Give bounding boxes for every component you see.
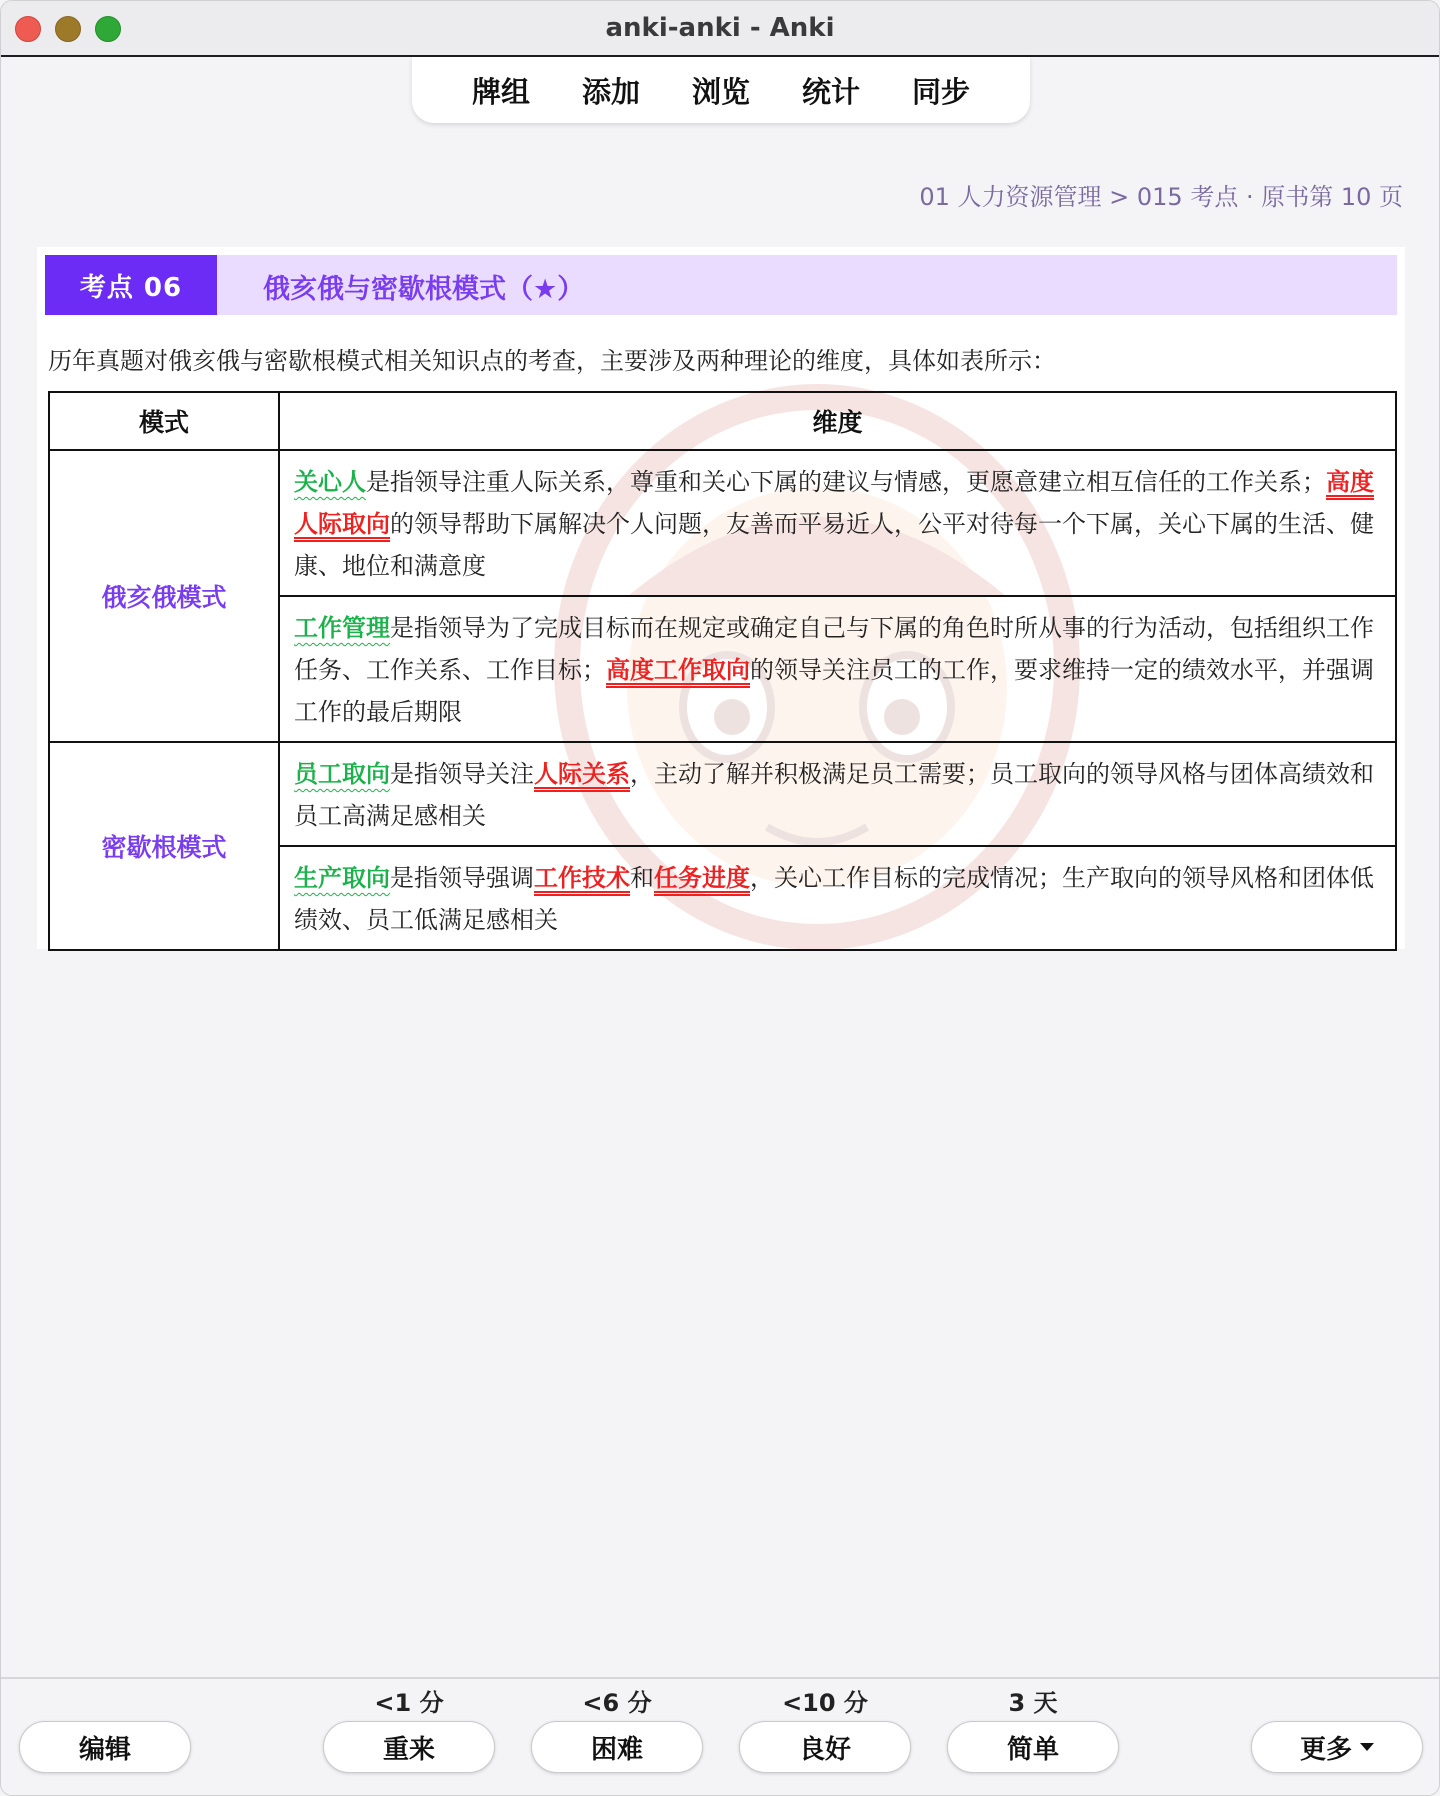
desc-text: 的领导帮助下属解决个人问题，友善而平易近人，公平对待每一个下属，关心下属的生活、健康、地位和满意度: [294, 510, 1374, 580]
good-button[interactable]: 良好: [739, 1721, 911, 1773]
mode-ohio: 俄亥俄模式: [49, 450, 279, 742]
table-cell: [279, 596, 1396, 742]
table-cell: [279, 450, 1396, 596]
desc-text: 和: [630, 864, 654, 892]
intro-text: 历年真题对俄亥俄与密歇根模式相关知识点的考查，主要涉及两种理论的维度，具体如表所示：: [48, 347, 1056, 375]
table-row: [49, 742, 1396, 846]
term-green: 生产取向: [294, 864, 390, 892]
title-bar: [1, 1, 1439, 57]
header-dimension: 维度: [279, 392, 1396, 450]
chevron-down-icon: [1360, 1743, 1374, 1751]
nav-browse[interactable]: 浏览: [691, 74, 750, 109]
more-label: 更多: [1299, 1734, 1352, 1765]
top-nav: [412, 57, 1030, 123]
hard-interval: <6 分: [582, 1689, 652, 1717]
more-button[interactable]: [1251, 1721, 1423, 1773]
good-interval: <10 分: [782, 1689, 868, 1717]
desc-text: 是指领导为了完成目标而在规定或确定自己与下属的角色时所从事的行为活动，包括组织工作任务、工作关系、工作目标；: [294, 614, 1374, 684]
easy-interval: 3 天: [1008, 1689, 1058, 1717]
desc-text: ，主动了解并积极满足员工需要；员工取向的领导风格与团体高绩效和员工高满足感相关: [294, 760, 1374, 830]
breadcrumb: 01 人力资源管理 > 015 考点 · 原书第 10 页: [919, 183, 1403, 211]
nav-add[interactable]: 添加: [581, 74, 640, 109]
term-green: 关心人: [294, 468, 366, 496]
hard-button[interactable]: 困难: [531, 1721, 703, 1773]
table-header-row: [49, 392, 1396, 450]
again-interval: <1 分: [374, 1689, 444, 1717]
desc-text: 是指领导关注: [390, 760, 534, 788]
desc-text: 是指领导强调: [390, 864, 534, 892]
card-content: [37, 247, 1405, 949]
table-cell: [279, 846, 1396, 950]
desc-text: ，关心工作目标的完成情况；生产取向的领导风格和团体低绩效、员工低满足感相关: [294, 864, 1374, 934]
term-green: 员工取向: [294, 760, 390, 788]
easy-button[interactable]: 简单: [947, 1721, 1119, 1773]
topic-tag: 考点 06: [45, 255, 217, 315]
desc-text: 是指领导注重人际关系，尊重和关心下属的建议与情感，更愿意建立相互信任的工作关系；: [366, 468, 1326, 496]
topic-header: [45, 255, 1397, 315]
header-mode: 模式: [49, 392, 279, 450]
table-row: [49, 450, 1396, 596]
table-cell: [279, 742, 1396, 846]
term-red: 任务进度: [654, 864, 750, 892]
nav-sync[interactable]: 同步: [912, 74, 971, 109]
edit-button[interactable]: 编辑: [19, 1721, 191, 1773]
term-green: 工作管理: [294, 614, 390, 642]
again-button[interactable]: 重来: [323, 1721, 495, 1773]
term-red: 工作技术: [534, 864, 630, 892]
term-red: 高度工作取向: [606, 656, 750, 684]
window-title: anki-anki - Anki: [605, 13, 835, 43]
dimension-table: [48, 391, 1397, 951]
mode-michigan: 密歇根模式: [49, 742, 279, 950]
answer-bar: [1, 1677, 1439, 1796]
nav-stats[interactable]: 统计: [802, 74, 861, 109]
topic-title: 俄亥俄与密歇根模式（★）: [263, 274, 585, 305]
nav-decks[interactable]: 牌组: [471, 74, 530, 109]
term-red: 高度人际取向: [294, 468, 1374, 538]
desc-text: 的领导关注员工的工作，要求维持一定的绩效水平，并强调工作的最后期限: [294, 656, 1374, 726]
term-red: 人际关系: [534, 760, 630, 788]
